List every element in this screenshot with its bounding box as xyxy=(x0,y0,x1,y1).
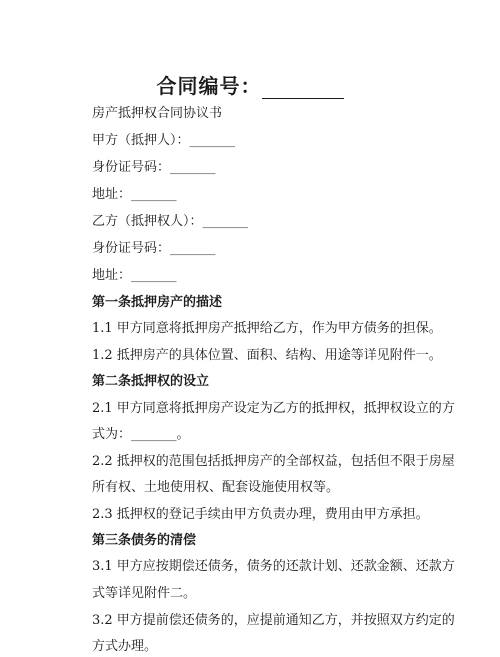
clause-text: 方式办理。 xyxy=(92,639,158,654)
clause-text: 式等详见附件二。 xyxy=(92,586,197,601)
contract-number-title xyxy=(0,70,500,99)
section-heading: 第三条债务的清偿 xyxy=(92,533,197,548)
party-b-address-field: 地址：_______ xyxy=(92,268,177,283)
party-b-id-field: 身份证号码：_______ xyxy=(92,241,216,256)
clause-text: 2.2 抵押权的范围包括抵押房产的全部权益，包括但不限于房屋 xyxy=(92,454,455,469)
party-b-field: 乙方（抵押权人）：_______ xyxy=(92,214,249,229)
clause-text: 式为：_______。 xyxy=(92,427,190,442)
party-a-address-field: 地址：_______ xyxy=(92,187,177,202)
clause-text: 所有权、土地使用权、配套设施使用权等。 xyxy=(92,480,340,495)
document-subtitle: 房产抵押权合同协议书 xyxy=(92,106,223,121)
clause-text: 2.3 抵押权的登记手续由甲方负责办理，费用由甲方承担。 xyxy=(92,507,429,522)
clause-text: 3.2 甲方提前偿还债务的，应提前通知乙方，并按照双方约定的 xyxy=(92,613,455,628)
clause-text: 1.2 抵押房产的具体位置、面积、结构、用途等详见附件一。 xyxy=(92,348,442,363)
clause-text: 3.1 甲方应按期偿还债务，债务的还款计划、还款金额、还款方 xyxy=(92,559,455,574)
party-a-id-field: 身份证号码：_______ xyxy=(92,160,216,175)
section-heading: 第一条抵押房产的描述 xyxy=(92,295,223,310)
section-heading: 第二条抵押权的设立 xyxy=(92,374,210,389)
contract-number-blank xyxy=(262,80,344,99)
clause-text: 1.1 甲方同意将抵押房产抵押给乙方，作为甲方债务的担保。 xyxy=(92,321,442,336)
party-a-field: 甲方（抵押人）：_______ xyxy=(92,133,236,148)
clause-text: 2.1 甲方同意将抵押房产设定为乙方的抵押权，抵押权设立的方 xyxy=(92,401,455,416)
contract-number-label: 合同编号： xyxy=(156,74,262,98)
